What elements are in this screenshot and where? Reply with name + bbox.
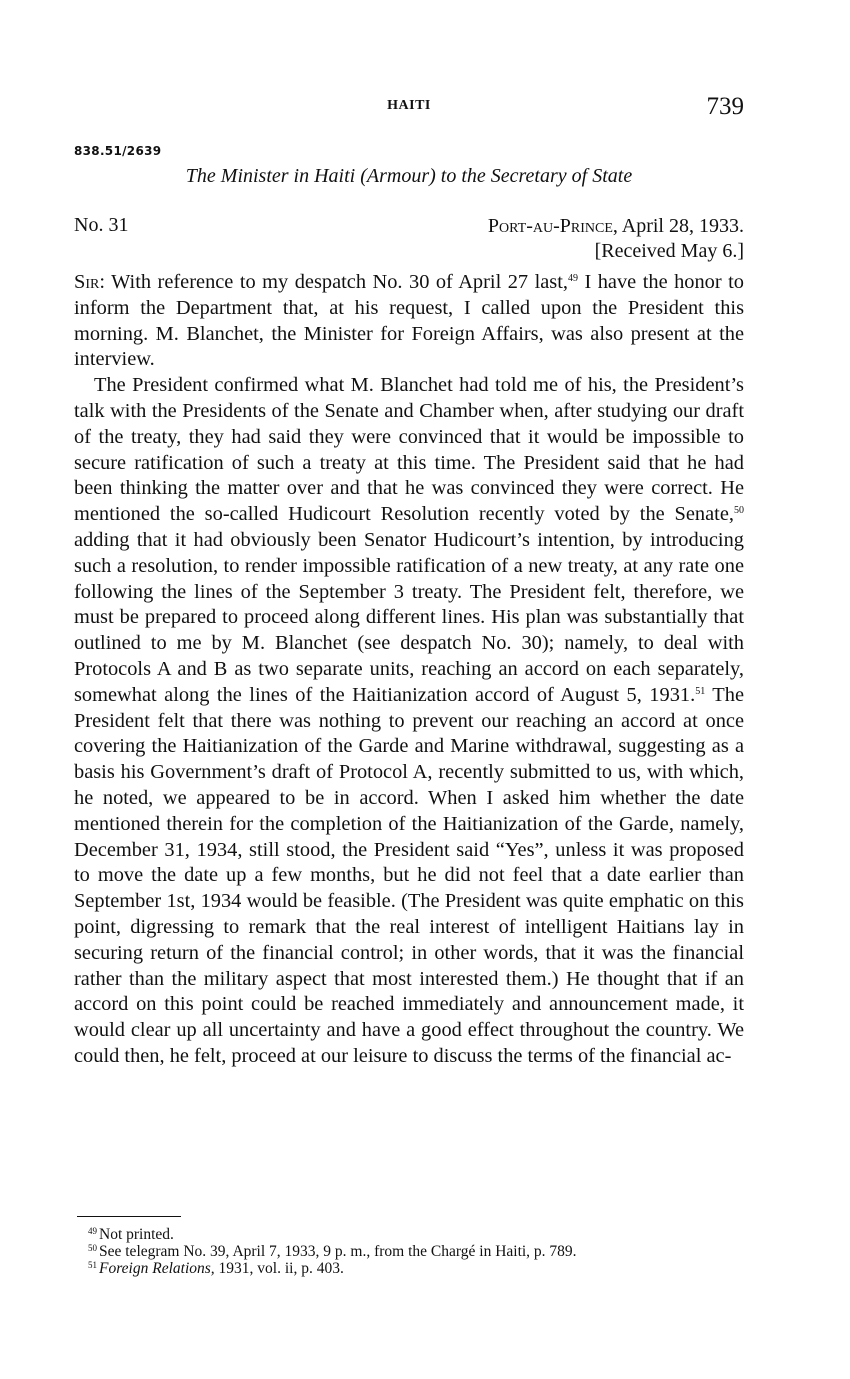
footnote-ref-51: 51 — [695, 685, 706, 697]
running-head — [74, 93, 744, 120]
footnote-49 — [88, 1226, 748, 1243]
document-title: The Minister in Haiti (Armour) to the Secretary of State — [185, 165, 633, 187]
footnotes — [88, 1226, 748, 1277]
received-date: [Received May 6.] — [594, 240, 744, 262]
document-number: No. 31 — [74, 214, 129, 236]
footnote-text: Not printed. — [99, 1226, 174, 1243]
paragraph-2-text-a: The President confirmed what M. Blanchet had told me of his, the President’s talk with the Presidents of the Senate and Chamber when, after studying our draft of the treaty, they had said they were convinced that it would be impossible to secure ratification of such a treaty at this time. The President said that he had been thinking the matter over and that he was convinced they were correct. He mentioned the so-called Hudicourt Resolution recently voted by the Senate, — [74, 374, 744, 526]
letter-body — [74, 270, 744, 1070]
footnote-mark: 49 — [88, 1226, 97, 1236]
paragraph-2-text-b: adding that it had obviously been Senator Hudicourt’s intention, by introducing such a resolution, to render impossible ratification of a new treaty, at any rate one following the lines of the September 3 treaty. The President felt, therefore, we must be prepared to proceed along different lines. His plan was substantially that outlined to me by M. Blanchet (see despatch No. 30); namely, to deal with Protocols A and B as two separate units, reaching an accord on each separately, somewhat along the lines of the Haitianization accord of August 5, 1931. — [74, 528, 744, 706]
footnote-text: See telegram No. 39, April 7, 1933, 9 p. m., from the Chargé in Haiti, p. 789. — [99, 1243, 577, 1260]
paragraph-2 — [74, 373, 744, 1070]
footnote-ref-49: 49 — [568, 273, 578, 284]
footnote-text: 1931, vol. ii, p. 403. — [214, 1260, 344, 1277]
footnote-divider — [77, 1216, 181, 1217]
footnote-ref-50: 50 — [734, 505, 744, 517]
running-title: HAITI — [387, 98, 431, 113]
page-number: 739 — [706, 93, 744, 120]
dateline-place-date — [488, 214, 744, 239]
footnote-50 — [88, 1243, 748, 1260]
paragraph-1-text-a: : With reference to my despatch No. 30 of April 27 last, — [99, 271, 568, 293]
footnote-mark: 51 — [88, 1260, 97, 1270]
dateline-date: , April 28, 1933. — [612, 215, 744, 237]
salutation: Sir — [74, 271, 100, 293]
dateline-place: Port-au-Prince — [487, 215, 613, 237]
paragraph-1-text-b: I have the honor to inform the Department that, at his request, I called upon the President this morning. M. Blanchet, the Minister for Foreign Affairs, was also present at the interview. — [74, 271, 744, 371]
file-number: 838.51/2639 — [74, 144, 162, 158]
footnote-51 — [88, 1260, 748, 1277]
dateline — [488, 214, 744, 264]
footnote-citation-title: Foreign Relations, — [99, 1260, 215, 1277]
paragraph-1 — [74, 270, 744, 373]
footnote-mark: 50 — [88, 1243, 97, 1253]
paragraph-2-text-c: The President felt that there was nothing to prevent our reaching an accord at once covering the Haitianization of the Garde and Marine withdrawal, suggesting as a basis his Government’s draft of Protocol A, recently submitted to us, with which, he noted, we appeared to be in accord. When I asked him whether the date mentioned therein for the completion of the Haitianization of the Garde, namely, December 31, 1934, still stood, the President said “Yes”, unless it was proposed to move the date up a few months, but he did not feel that a date earlier than September 1st, 1934 would be feasible. (The President was quite emphatic on this point, digressing to remark that the real interest of intelligent Haitians lay in securing return of the financial control; in other words, that it was the financial rather than the military aspect that most interested them.) He thought that if an accord on this point could be reached immediately and announcement made, it would clear up all uncertainty and have a good effect throughout the country. We could then, he felt, proceed at our leisure to discuss the terms of the financial ac- — [74, 683, 745, 1067]
